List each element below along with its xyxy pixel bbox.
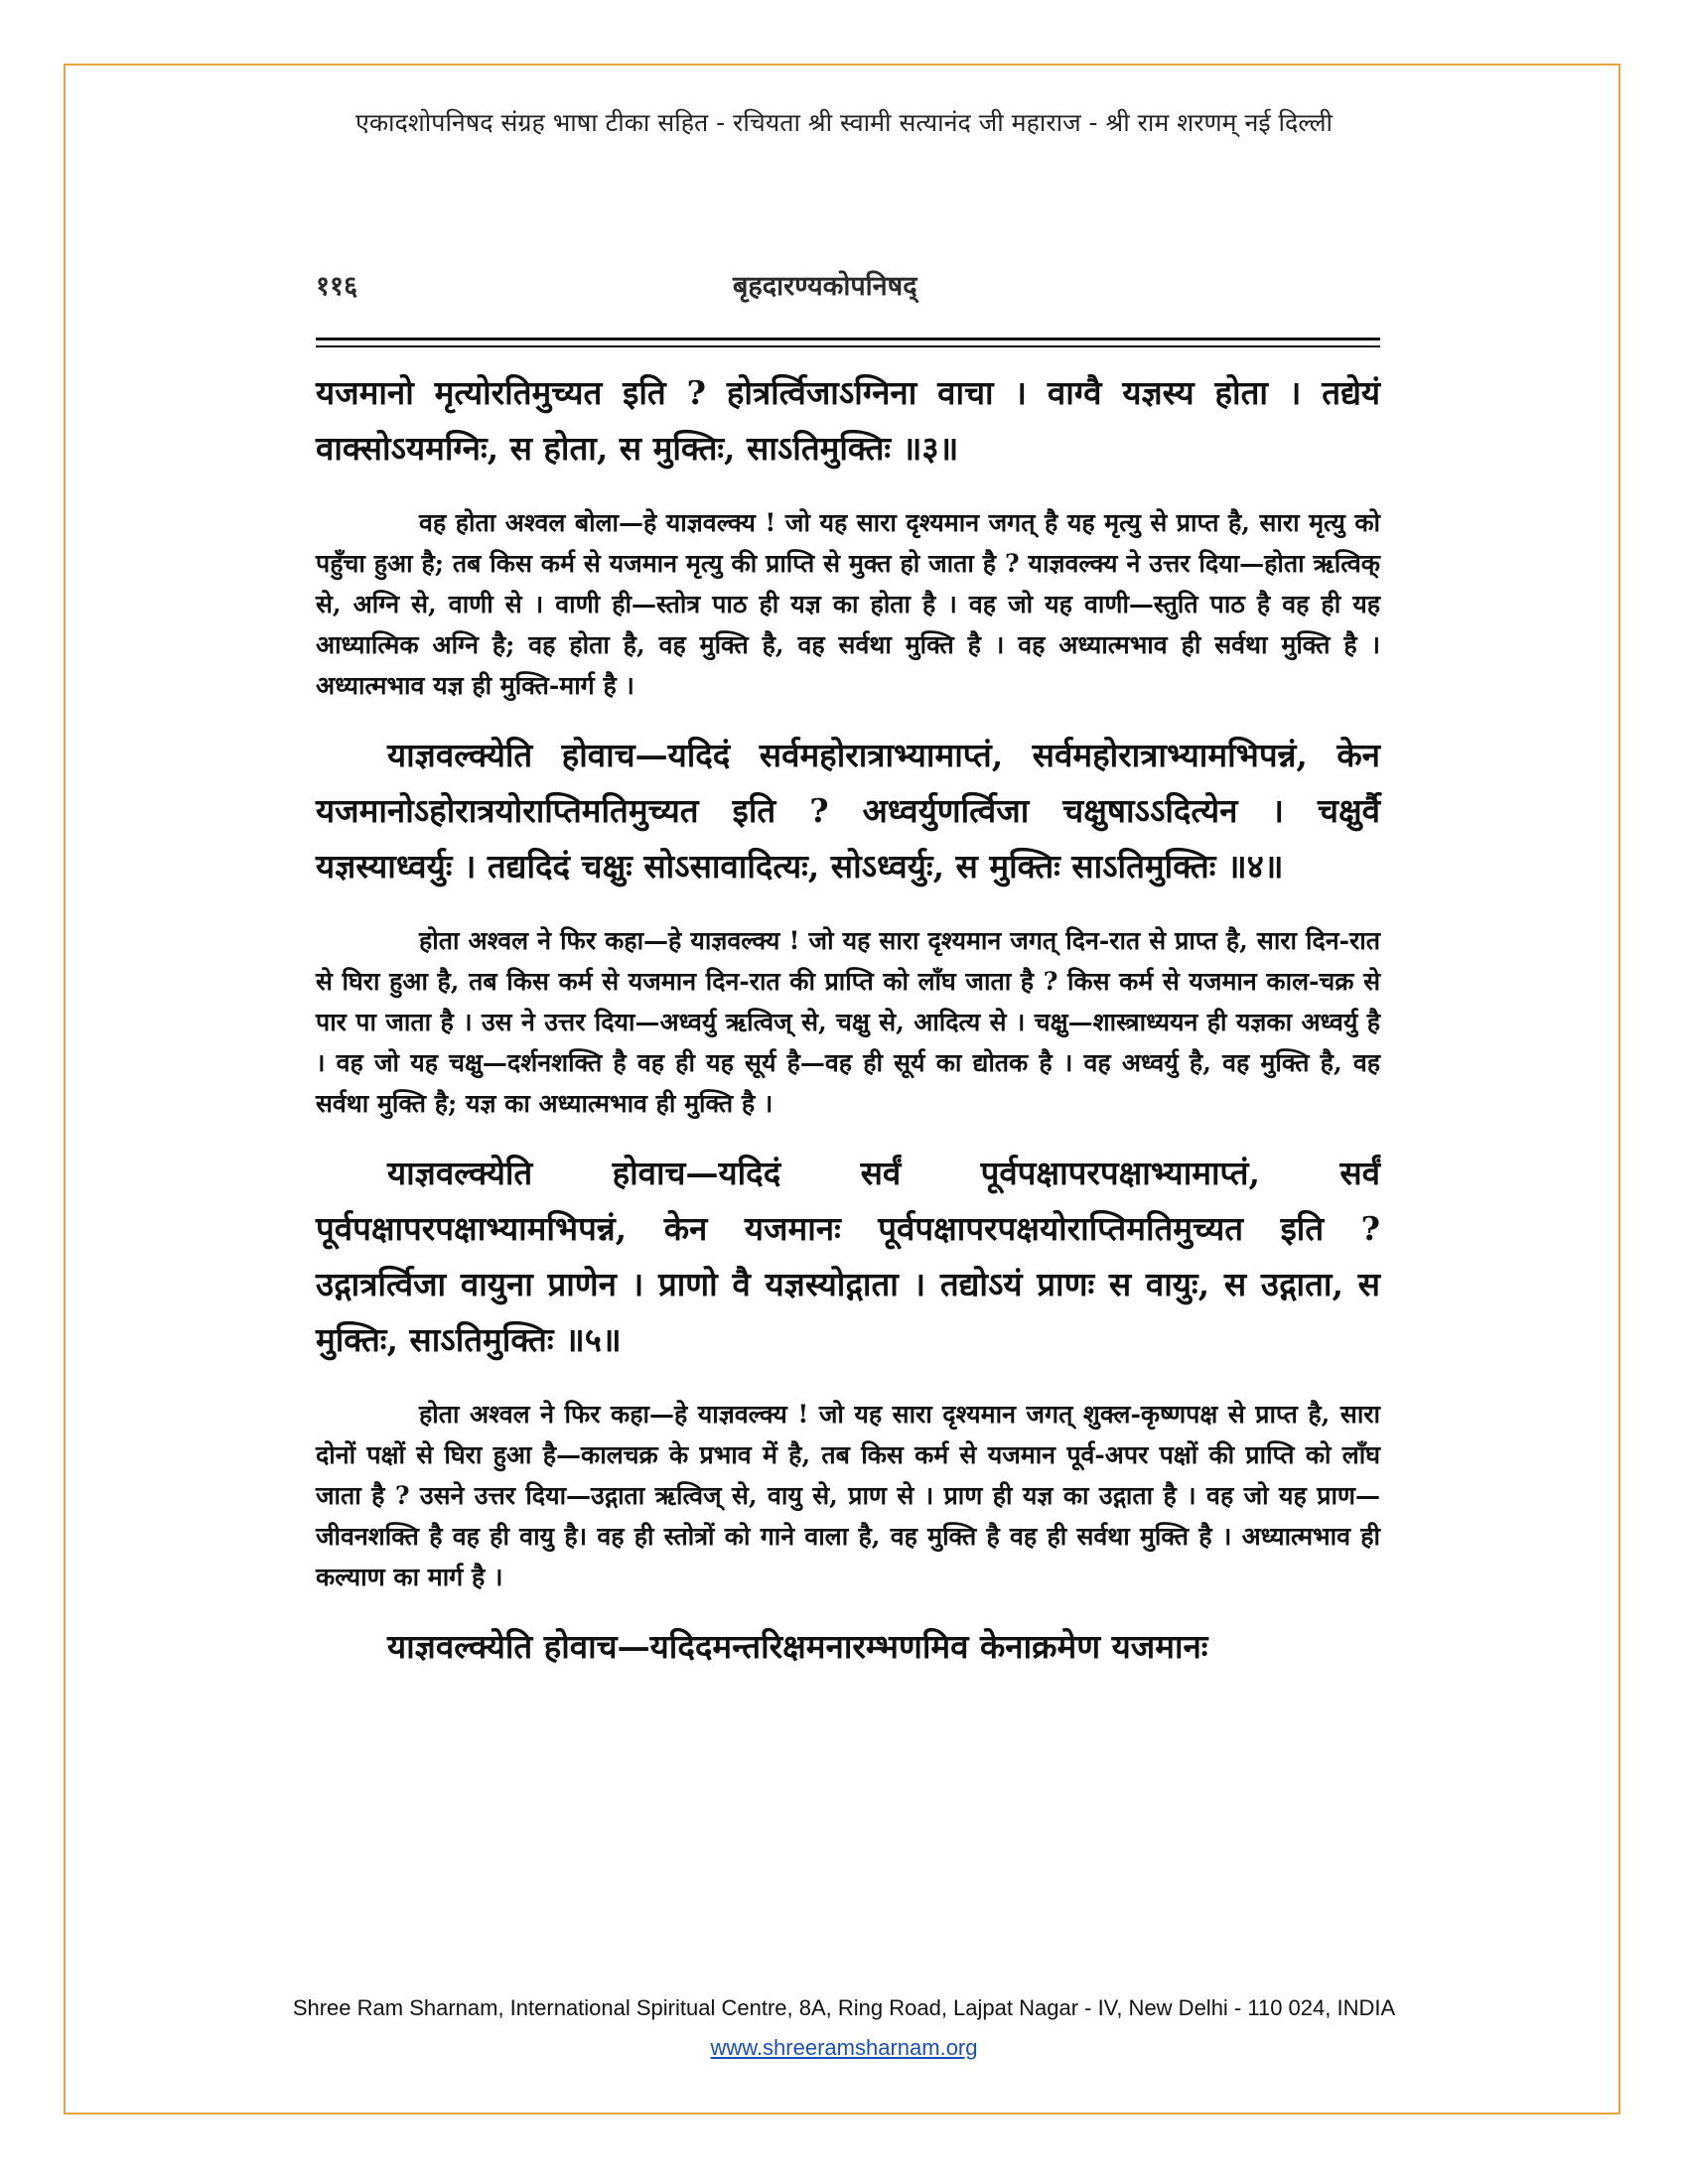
footer-address: Shree Ram Sharnam, International Spiritual Centre, 8A, Ring Road, Lajpat Nagar - IV, New Delhi - 110 024, INDIA <box>292 1995 1396 2020</box>
hindi-commentary-3: वह होता अश्वल बोला—हे याज्ञवल्क्य ! जो यह सारा दृश्यमान जगत् है यह मृत्यु से प्राप्त है, सारा मृत्यु को पहुँचा हुआ है; तब किस कर्म से यजमान मृत्यु की प्राप्ति से मुक्त हो जाता है ? याज्ञवल्क्य ने उत्तर दिया—होता ऋत्विक् से, अग्नि से, वाणी से । वाणी ही—स्तोत्र पाठ ही यज्ञ का होता है । वह जो यह वाणी—स्तुति पाठ है वह ही यह आध्यात्मिक अग्नि है; वह होता है, वह मुक्ति है, वह सर्वथा मुक्ति है । वह अध्यात्मभाव ही सर्वथा मुक्ति है । अध्यात्मभाव यज्ञ ही मुक्ति-मार्ग है । <box>316 508 1380 700</box>
document-footer <box>0 1995 1688 2061</box>
header-rule-thin <box>316 345 1380 347</box>
sanskrit-verse-3: यजमानो मृत्योरतिमुच्यत इति ? होत्रर्त्विजाऽग्निना वाचा । वाग्वै यज्ञस्य होता । तद्येयं वाक्सोऽयमग्निः, स होता, स मुक्तिः, साऽतिमुक्तिः ॥३॥ <box>316 373 1380 468</box>
sanskrit-verse-6-start: याज्ञवल्क्येति होवाच—यदिदमन्तरिक्षमनारम्भणमिव केनाक्रमेण यजमानः <box>387 1627 1208 1666</box>
scanned-page <box>316 256 1380 1884</box>
running-title: बृहदारण्यकोपनिषद् <box>733 271 917 302</box>
hindi-commentary-5: होता अश्वल ने फिर कहा—हे याज्ञवल्क्य ! जो यह सारा दृश्यमान जगत् शुक्ल-कृष्णपक्ष से प्राप्त है, सारा दोनों पक्षों से घिरा हुआ है—कालचक्र के प्रभाव में है, तब किस कर्म से यजमान पूर्व-अपर पक्षों की प्राप्ति को लाँघ जाता है ? उसने उत्तर दिया—उद्गाता ऋत्विज् से, वायु से, प्राण से । प्राण ही यज्ञ का उद्गाता है । वह जो यह प्राण—जीवनशक्ति है वह ही वायु है। वह ही स्तोत्रों को गाने वाला है, वह मुक्ति है वह ही सर्वथा मुक्ति है । अध्यात्मभाव ही कल्याण का मार्ग है । <box>316 1400 1380 1591</box>
sanskrit-verse-5: याज्ञवल्क्येति होवाच—यदिदं सर्वं पूर्वपक्षापरपक्षाभ्यामाप्तं, सर्वं पूर्वपक्षापरपक्षाभ्यामभिपन्नं, केन यजमानः पूर्वपक्षापरपक्षयोराप्तिमतिमुच्यत इति ? उद्गात्रर्त्विजा वायुना प्राणेन । प्राणो वै यज्ञस्योद्गाता । तद्योऽयं प्राणः स वायुः, स उद्गाता, स मुक्तिः, साऽतिमुक्तिः ॥५॥ <box>316 1154 1380 1359</box>
header-rule <box>316 338 1380 341</box>
website-link[interactable]: www.shreeramsharnam.org <box>710 2035 978 2060</box>
page-body <box>316 365 1380 1701</box>
document-header: एकादशोपनिषद संग्रह भाषा टीका सहित - रचियता श्री स्वामी सत्यानंद जी महाराज - श्री राम शरणम् नई दिल्ली <box>355 108 1333 137</box>
scan-running-head <box>316 256 1380 306</box>
hindi-commentary-4: होता अश्वल ने फिर कहा—हे याज्ञवल्क्य ! जो यह सारा दृश्यमान जगत् दिन-रात से प्राप्त है, सारा दिन-रात से घिरा हुआ है, तब किस कर्म से यजमान दिन-रात की प्राप्ति को लाँघ जाता है ? किस कर्म से यजमान काल-चक्र से पार पा जाता है । उस ने उत्तर दिया—अध्वर्यु ऋत्विज् से, चक्षु से, आदित्य से । चक्षु—शास्त्राध्ययन ही यज्ञका अध्वर्यु है । वह जो यह चक्षु—दर्शनशक्ति है वह ही यह सूर्य है—वह ही सूर्य का द्योतक है । वह अध्वर्यु है, वह मुक्ति है, वह सर्वथा मुक्ति है; यज्ञ का अध्यात्मभाव ही मुक्ति है । <box>316 926 1380 1118</box>
page-number: ११६ <box>316 271 358 302</box>
sanskrit-verse-4: याज्ञवल्क्येति होवाच—यदिदं सर्वमहोरात्राभ्यामाप्तं, सर्वमहोरात्राभ्यामभिपन्नं, केन यजमानोऽहोरात्रयोराप्तिमतिमुच्यत इति ? अध्वर्युणर्त्विजा चक्षुषाऽऽदित्येन । चक्षुर्वै यज्ञस्याध्वर्युः । तद्यदिदं चक्षुः सोऽसावादित्यः, सोऽध्वर्युः, स मुक्तिः साऽतिमुक्तिः ॥४॥ <box>316 736 1380 886</box>
